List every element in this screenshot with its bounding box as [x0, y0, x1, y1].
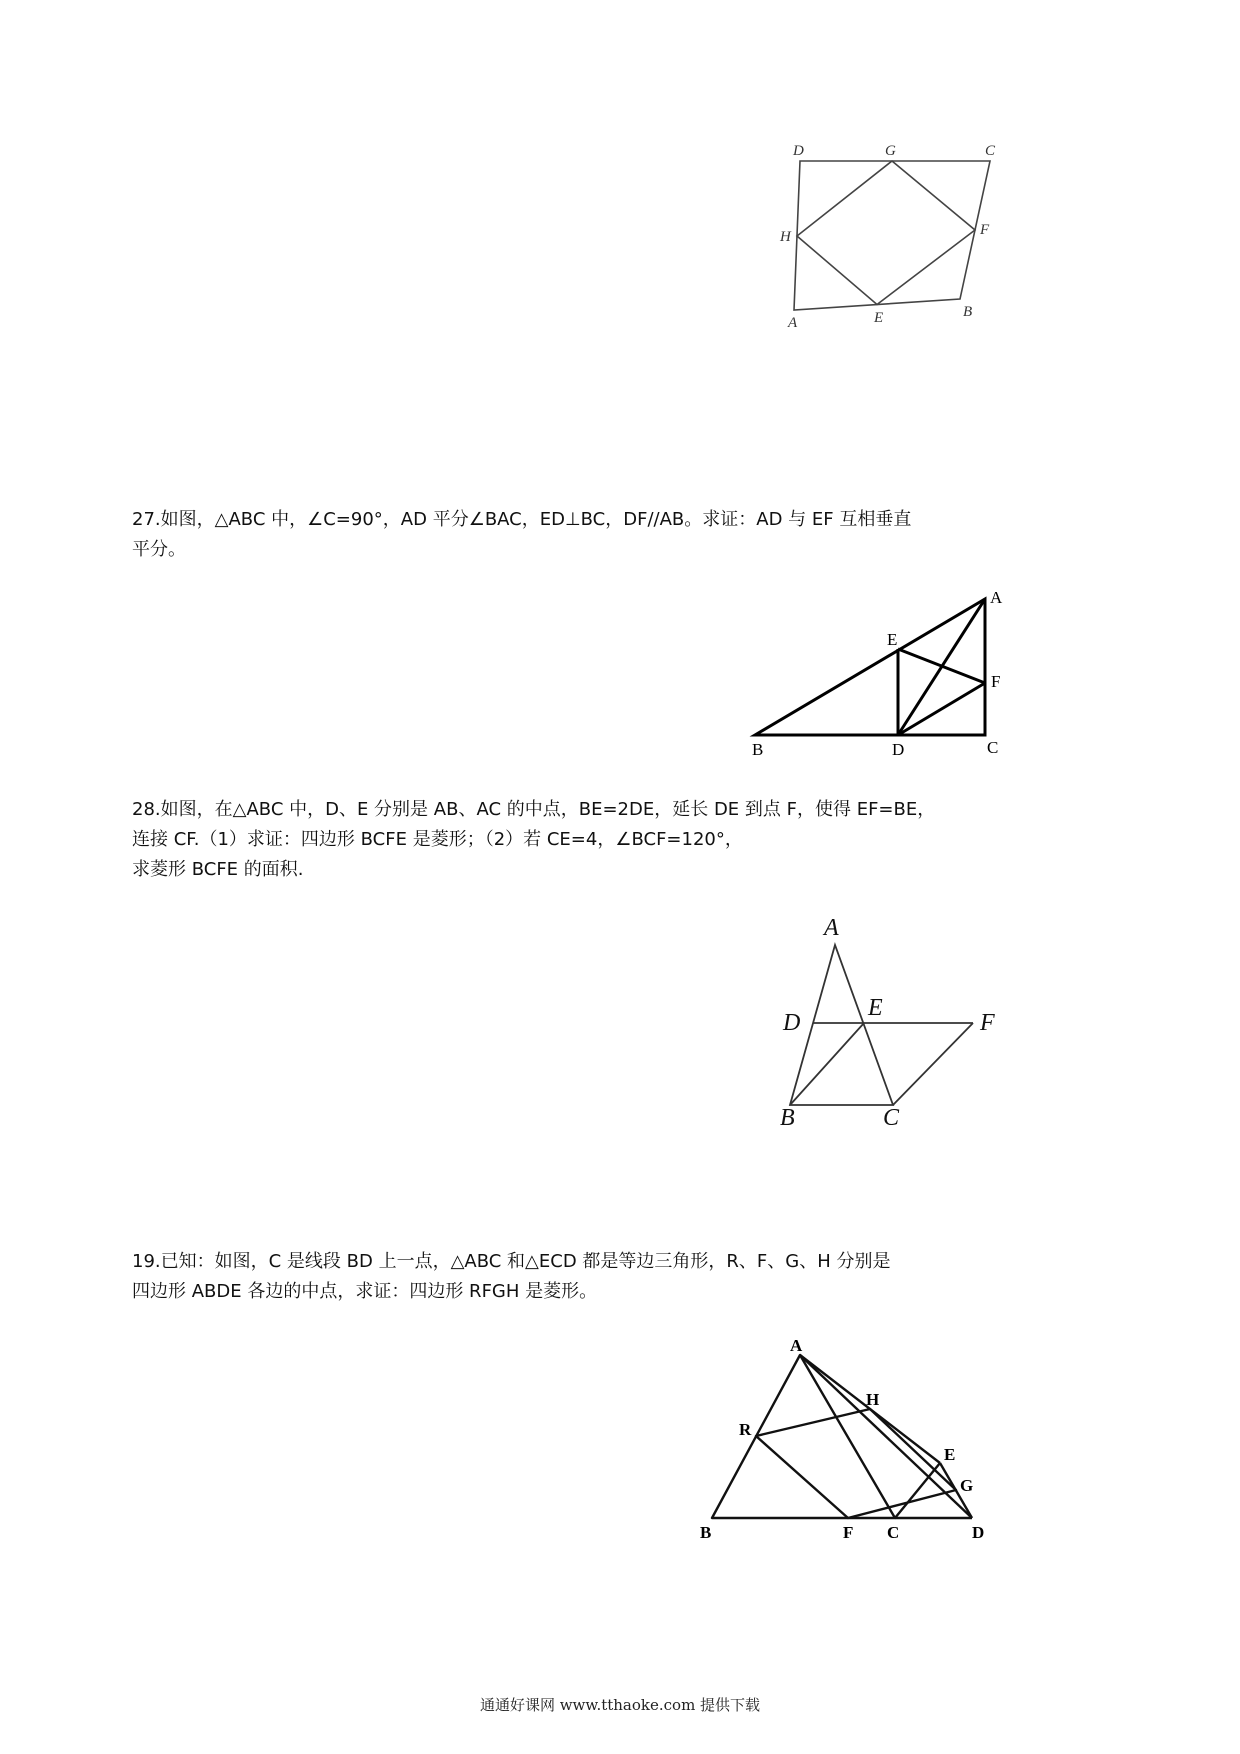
- label-d: D: [892, 740, 905, 759]
- label-b: B: [752, 740, 764, 759]
- problem-28-line-3: 求菱形 BCFE 的面积.: [132, 859, 304, 880]
- figure-triangle-rhombus: [770, 905, 1020, 1130]
- figure-equilateral-triangles: [690, 1335, 1010, 1555]
- label-e: E: [887, 630, 898, 649]
- triangle-abc: [790, 945, 893, 1105]
- page-footer: [0, 1694, 1240, 1715]
- segment-ef: [898, 649, 985, 683]
- label-a: A: [788, 315, 798, 331]
- label-h: H: [866, 1390, 880, 1409]
- problem-27-line-2: 平分。: [132, 539, 186, 560]
- problem-19-line-2: 四边形 ABDE 各边的中点，求证：四边形 RFGH 是菱形。: [132, 1281, 598, 1302]
- figure-parallelogram-rhombus: [780, 140, 1020, 340]
- parallelogram-abcd: [794, 161, 990, 310]
- label-b: B: [780, 1105, 795, 1131]
- label-c: C: [883, 1105, 900, 1131]
- problem-19-line-1: 19.已知：如图，C 是线段 BD 上一点，△ABC 和△ECD 都是等边三角形，R、F、G、H 分别是: [132, 1251, 891, 1272]
- problem-27: [132, 505, 911, 565]
- triangle-abc: [755, 599, 985, 735]
- label-f: F: [991, 672, 1001, 691]
- problem-28-line-1: 28.如图，在△ABC 中，D、E 分别是 AB、AC 的中点，BE=2DE，延长 DE 到点 F，使得 EF=BE，: [132, 799, 936, 820]
- label-a: A: [990, 588, 1003, 607]
- label-d: D: [793, 143, 804, 159]
- quadrilateral-rfgh: [756, 1409, 956, 1518]
- problem-27-line-1: 27.如图，△ABC 中，∠C=90°，AD 平分∠BAC，ED⊥BC，DF//AB。求证：AD 与 EF 互相垂直: [132, 509, 912, 530]
- segment-df: [898, 683, 985, 735]
- label-a: A: [790, 1336, 803, 1355]
- problem-19: [132, 1247, 890, 1307]
- label-c: C: [987, 738, 999, 757]
- figure-right-triangle: [750, 585, 1020, 760]
- label-b: B: [963, 304, 973, 320]
- label-r: R: [739, 1420, 752, 1439]
- problem-28: [132, 795, 935, 885]
- label-d: D: [783, 1010, 801, 1036]
- label-e: E: [874, 310, 884, 326]
- label-h: H: [780, 229, 791, 245]
- label-g: G: [960, 1476, 974, 1495]
- segment-ec: [895, 1463, 940, 1518]
- label-f: F: [980, 222, 990, 238]
- label-a: A: [824, 915, 839, 941]
- label-e: E: [868, 995, 883, 1021]
- label-g: G: [885, 143, 896, 159]
- label-f: F: [980, 1010, 995, 1036]
- segment-cf: [893, 1023, 973, 1105]
- label-f: F: [843, 1523, 854, 1542]
- rhombus-efgh: [797, 161, 975, 305]
- footer-text: 通通好课网 www.tthaoke.com 提供下载: [479, 1696, 761, 1714]
- label-b: B: [700, 1523, 712, 1542]
- problem-28-line-2: 连接 CF.（1）求证：四边形 BCFE 是菱形；（2）若 CE=4，∠BCF=120°，: [132, 829, 743, 850]
- label-c: C: [887, 1523, 900, 1542]
- label-d: D: [972, 1523, 985, 1542]
- label-e: E: [944, 1445, 956, 1464]
- label-c: C: [985, 143, 996, 159]
